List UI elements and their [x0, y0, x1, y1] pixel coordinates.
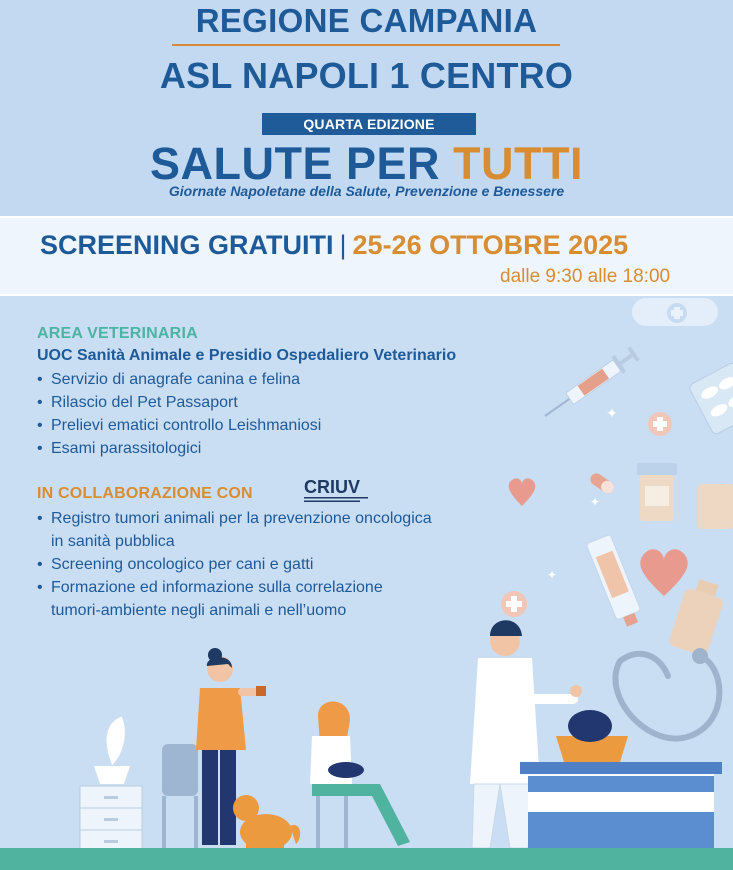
region-title: REGIONE CAMPANIA: [195, 2, 538, 39]
medical-cross-icon: [632, 298, 718, 326]
collab-service-list: [37, 507, 432, 622]
collaboration-title: IN COLLABORAZIONE CON: [37, 485, 253, 502]
band-top-line: [0, 216, 733, 218]
event-subtitle: Giornate Napoletane della Salute, Prevenzione e Benessere: [168, 183, 565, 199]
heart-icon: [640, 549, 687, 596]
title-divider: [172, 44, 560, 46]
capsule-icon: [588, 471, 616, 496]
list-item: • Esami parassitologici: [37, 440, 202, 457]
list-item-continuation: in sanità pubblica: [51, 533, 175, 550]
list-item-continuation: tumori-ambiente negli animali e nell’uomo: [51, 602, 347, 619]
pill-blister-icon: [688, 362, 733, 436]
vet-service-list: [37, 368, 321, 460]
medicine-bottle-icon: [668, 576, 728, 657]
event-title-part1: SALUTE PER: [149, 138, 441, 189]
list-item: • Rilascio del Pet Passaport: [37, 394, 238, 411]
ointment-tube-icon: [586, 534, 645, 629]
list-item: • Registro tumori animali per la prevenzione oncologica: [37, 510, 432, 527]
cabinet-icon: [80, 786, 142, 852]
list-item: • Prelievi ematici controllo Leishmaniosi: [37, 417, 322, 434]
criuv-logo-text: CRIUV: [304, 477, 361, 497]
cat-icon: [568, 710, 612, 742]
list-item: • Servizio di anagrafe canina e felina: [37, 371, 301, 388]
medical-cross-icon: [648, 412, 672, 436]
svg-text:✦: ✦: [547, 568, 558, 582]
event-hours: dalle 9:30 alle 18:00: [500, 266, 671, 287]
syringe-icon: [539, 345, 641, 424]
heart-icon: [509, 478, 536, 506]
screening-line: [40, 230, 628, 261]
cat-icon: [328, 762, 364, 778]
dog-icon: [233, 795, 300, 856]
floor-strip: [0, 848, 733, 870]
screening-separator: |: [339, 230, 347, 260]
box-icon: [698, 484, 733, 529]
list-item: • Screening oncologico per cani e gatti: [37, 556, 314, 573]
asl-title: ASL NAPOLI 1 CENTRO: [159, 55, 574, 96]
svg-text:✦: ✦: [606, 406, 618, 422]
stethoscope-icon: [615, 654, 719, 739]
woman-sitting-figure: [310, 701, 410, 846]
event-dates: 25-26 OTTOBRE 2025: [352, 230, 629, 260]
uoc-heading: UOC Sanità Animale e Presidio Ospedaliero Veterinario: [37, 347, 457, 364]
edition-badge: QUARTA EDIZIONE: [262, 113, 476, 135]
area-veterinaria-title: AREA VETERINARIA: [37, 325, 198, 342]
svg-text:✦: ✦: [590, 495, 601, 509]
screening-label: SCREENING GRATUITI: [40, 230, 334, 260]
medical-cross-icon: [501, 591, 527, 617]
criuv-logo: [303, 476, 373, 506]
list-item: • Formazione ed informazione sulla correlazione: [37, 579, 383, 596]
plant-icon: [94, 716, 130, 784]
event-title-part2: TUTTI: [453, 138, 583, 189]
pill-bottle-icon: [637, 463, 677, 521]
